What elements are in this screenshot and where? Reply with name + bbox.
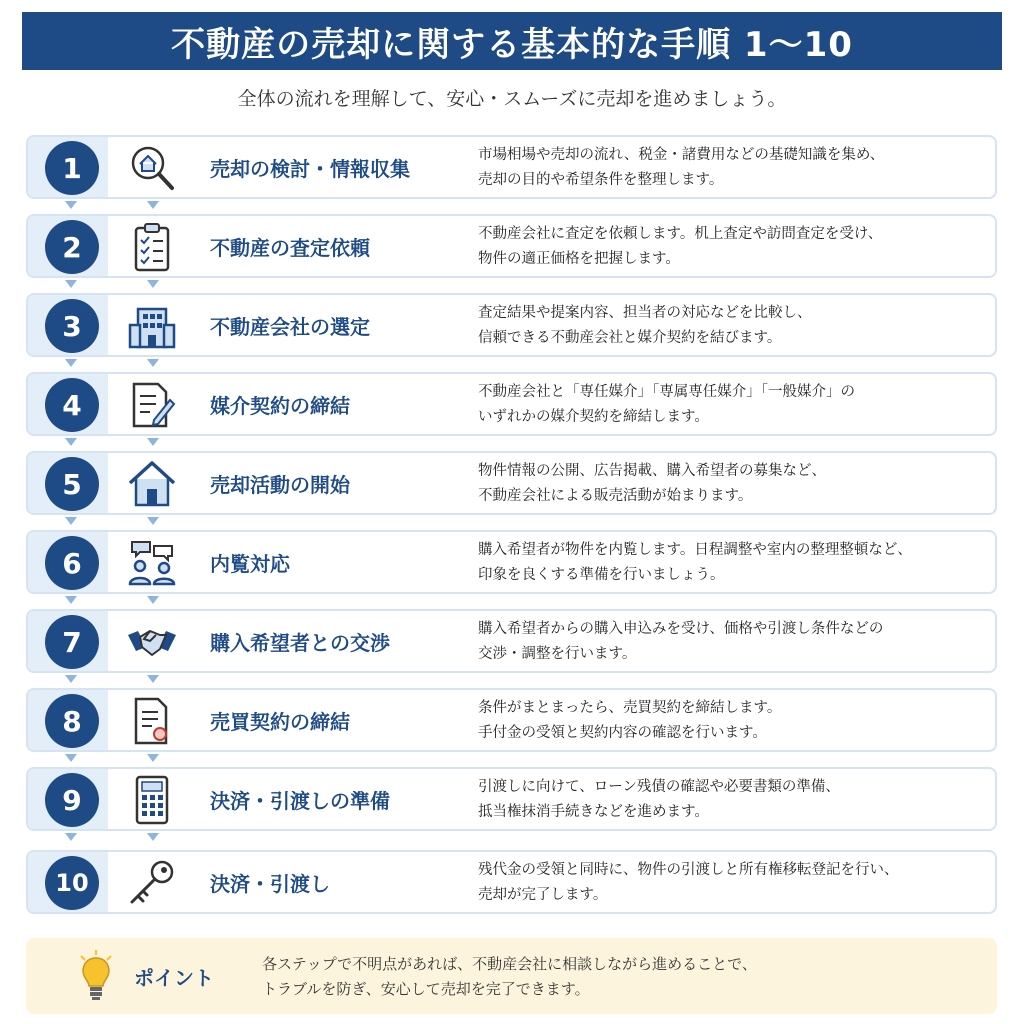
- step-number: 10: [45, 856, 99, 910]
- flow-arrow: [65, 596, 77, 604]
- house-icon: [126, 459, 178, 509]
- step-number: 8: [45, 694, 99, 748]
- desc-line: 不動産会社と「専任媒介」「専属専任媒介」「一般媒介」の: [478, 384, 855, 400]
- step-number: 5: [45, 457, 99, 511]
- point-label: ポイント: [134, 965, 214, 990]
- point-text: [262, 952, 962, 1002]
- step-label: 売却の検討・情報収集: [210, 156, 410, 181]
- step-description: [478, 696, 988, 746]
- flow-arrow: [65, 359, 77, 367]
- desc-line: いずれかの媒介契約を締結します。: [478, 409, 709, 425]
- desc-line: 購入希望者が物件を内覧します。日程調整や室内の整理整頓など、: [478, 542, 912, 558]
- flow-arrow: [147, 201, 159, 209]
- step-number: 6: [45, 536, 99, 590]
- desc-line: 市場相場や売却の流れ、税金・諸費用などの基礎知識を集め、: [478, 147, 885, 163]
- step-label: 媒介契約の締結: [210, 393, 350, 418]
- step-description: [478, 459, 988, 509]
- contract-seal-icon: [126, 696, 178, 746]
- step-label: 売買契約の締結: [210, 709, 350, 734]
- clipboard-checklist-icon: [126, 222, 178, 272]
- step-description: [478, 617, 988, 667]
- desc-line: 購入希望者からの購入申込みを受け、価格や引渡し条件などの: [478, 621, 884, 637]
- page-subtitle: 全体の流れを理解して、安心・スムーズに売却を進めましょう。: [237, 88, 787, 110]
- step-10: [26, 850, 997, 914]
- step-3: [26, 293, 997, 357]
- step-5: [26, 451, 997, 515]
- step-description: [478, 222, 988, 272]
- flow-arrow: [147, 517, 159, 525]
- flow-arrow: [147, 754, 159, 762]
- desc-line: 物件情報の公開、広告掲載、購入希望者の募集など、: [478, 463, 826, 479]
- calculator-icon: [126, 775, 178, 825]
- flow-arrow: [147, 833, 159, 841]
- step-8: [26, 688, 997, 752]
- desc-line: 不動産会社に査定を依頼します。机上査定や訪問査定を受け、: [478, 226, 883, 242]
- step-description: [478, 538, 988, 588]
- flow-arrow: [147, 596, 159, 604]
- step-label: 決済・引渡し: [210, 871, 330, 896]
- step-4: [26, 372, 997, 436]
- office-building-icon: [126, 301, 178, 351]
- key-icon: [126, 858, 178, 908]
- desc-line: 手付金の受領と契約内容の確認を行います。: [478, 725, 767, 741]
- flow-arrow: [65, 754, 77, 762]
- step-label: 購入希望者との交渉: [210, 630, 390, 655]
- step-number: 4: [45, 378, 99, 432]
- step-label: 決済・引渡しの準備: [210, 788, 390, 813]
- step-2: [26, 214, 997, 278]
- document-pen-icon: [126, 380, 178, 430]
- flow-arrow: [65, 201, 77, 209]
- flow-arrow: [65, 517, 77, 525]
- step-6: [26, 530, 997, 594]
- desc-line: 売却が完了します。: [478, 887, 608, 903]
- step-7: [26, 609, 997, 673]
- desc-line: 残代金の受領と同時に、物件の引渡しと所有権移転登記を行い、: [478, 862, 899, 878]
- desc-line: 印象を良くする準備を行いましょう。: [478, 567, 725, 583]
- flow-arrow: [65, 438, 77, 446]
- step-description: [478, 301, 988, 351]
- step-number: 1: [45, 141, 99, 195]
- desc-line: 査定結果や提案内容、担当者の対応などを比較し、: [478, 305, 812, 321]
- desc-line: 信頼できる不動産会社と媒介契約を結びます。: [478, 330, 782, 346]
- desc-line: 抵当権抹消手続きなどを進めます。: [478, 804, 709, 820]
- point-box: [26, 938, 997, 1014]
- step-description: [478, 380, 988, 430]
- step-number: 7: [45, 615, 99, 669]
- flow-arrow: [147, 438, 159, 446]
- flow-arrow: [147, 280, 159, 288]
- house-magnifier-icon: [126, 143, 178, 193]
- flow-arrow: [65, 675, 77, 683]
- desc-line: 引渡しに向けて、ローン残債の確認や必要書類の準備、: [478, 779, 840, 795]
- flow-arrow: [147, 675, 159, 683]
- handshake-icon: [126, 617, 178, 667]
- point-line: トラブルを防ぎ、安心して売却を完了できます。: [262, 980, 590, 998]
- desc-line: 交渉・調整を行います。: [478, 646, 637, 662]
- step-number: 9: [45, 773, 99, 827]
- step-label: 不動産の査定依頼: [210, 235, 370, 260]
- step-number: 3: [45, 299, 99, 353]
- step-description: [478, 858, 988, 908]
- desc-line: 物件の適正価格を把握します。: [478, 251, 680, 267]
- step-label: 内覧対応: [210, 551, 290, 576]
- step-number: 2: [45, 220, 99, 274]
- step-9: [26, 767, 997, 831]
- flow-arrow: [65, 833, 77, 841]
- step-1: [26, 135, 997, 199]
- desc-line: 不動産会社による販売活動が始まります。: [478, 488, 753, 504]
- step-description: [478, 775, 988, 825]
- step-description: [478, 143, 988, 193]
- flow-arrow: [65, 280, 77, 288]
- step-label: 不動産会社の選定: [210, 314, 370, 339]
- flow-arrow: [147, 359, 159, 367]
- page-title: 不動産の売却に関する基本的な手順 1～10: [22, 12, 1002, 70]
- people-chat-icon: [126, 538, 178, 588]
- desc-line: 条件がまとまったら、売買契約を締結します。: [478, 700, 782, 716]
- desc-line: 売却の目的や希望条件を整理します。: [478, 172, 724, 188]
- step-label: 売却活動の開始: [210, 472, 350, 497]
- lightbulb-icon: [78, 950, 114, 1002]
- point-line: 各ステップで不明点があれば、不動産会社に相談しながら進めることで、: [262, 955, 757, 973]
